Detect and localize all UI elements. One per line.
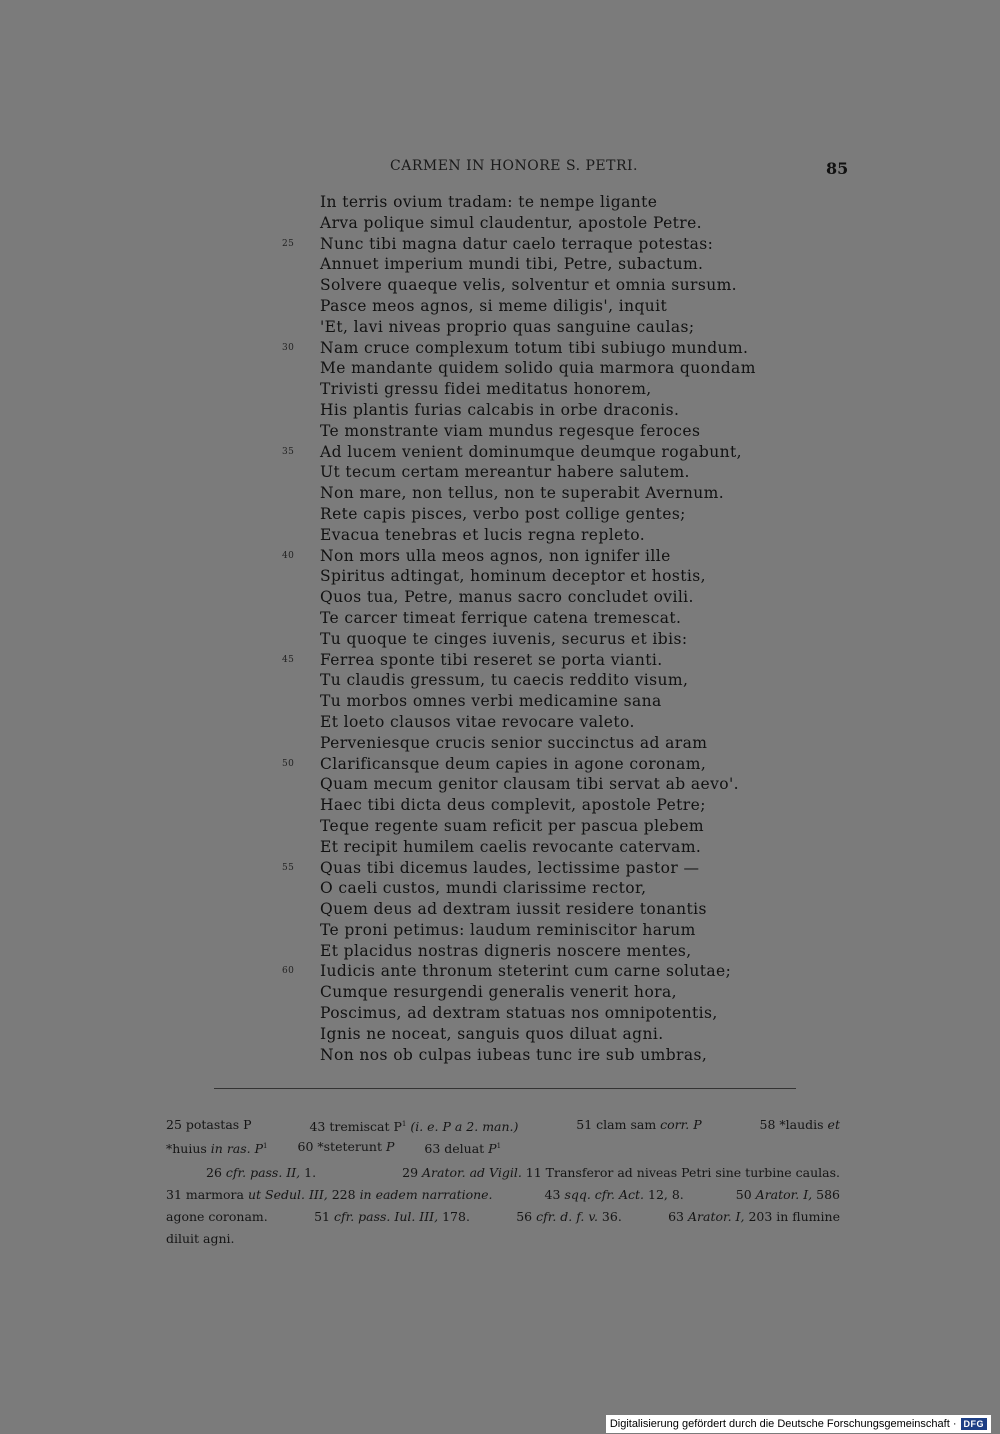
verse-text: Cumque resurgendi generalis venerit hora,	[320, 983, 677, 1002]
verse-line	[0, 774, 1000, 795]
crit-note: *huius in ras. $P^1$	[166, 1141, 268, 1157]
crit-note: 25 potastas P	[166, 1117, 252, 1132]
verse-text: Quas tibi dicemus laudes, lectissime pastor —	[320, 858, 700, 877]
verse-text: In terris ovium tradam: te nempe ligante	[320, 193, 658, 211]
verse-text: O caeli custos, mundi clarissime rector,	[320, 879, 647, 898]
verse-line	[0, 754, 1000, 775]
verse-text: Tu claudis gressum, tu caecis reddito visum,	[320, 671, 689, 690]
source-note: 51 cfr. pass. Iul. III, 178.	[314, 1209, 470, 1224]
verse-text: Trivisti gressu fidei meditatus honorem,	[320, 380, 652, 399]
verse-line	[0, 504, 1000, 525]
verse-line	[0, 400, 1000, 421]
verse-line	[0, 920, 1000, 941]
source-note: 31 marmora ut Sedul. III, 228 in eadem narratione.	[166, 1187, 493, 1202]
funding-banner	[606, 1415, 991, 1433]
verse-text: Ad lucem venient dominumque deumque rogabunt,	[320, 442, 742, 461]
verse-text: Solvere quaeque velis, solventur et omnia sursum.	[320, 276, 737, 295]
verse-text: Te carcer timeat ferrique catena tremescat.	[320, 608, 682, 627]
verse-line	[0, 858, 1000, 879]
verse-line	[0, 712, 1000, 733]
verse-text: Et loeto clausos vitae revocare valeto.	[320, 712, 635, 731]
verse-line	[0, 213, 1000, 234]
verse-text: Et recipit humilem caelis revocante catervam.	[320, 837, 702, 856]
verse-line	[0, 982, 1000, 1003]
crit-note: 51 clam sam corr. P	[576, 1117, 702, 1132]
verse-text: Clarificansque deum capies in agone coronam,	[320, 754, 707, 773]
verse-line	[0, 234, 1000, 255]
verse-text: Nam cruce complexum totum tibi subiugo mundum.	[320, 338, 749, 357]
verse-line	[0, 379, 1000, 400]
source-note: agone coronam.	[166, 1209, 268, 1224]
verse-text: Quem deus ad dextram iussit residere tonantis	[320, 900, 707, 919]
source-line	[166, 1163, 840, 1185]
verse-line	[0, 650, 1000, 671]
verse-text: Ignis ne noceat, sanguis quos diluat agni.	[320, 1024, 664, 1043]
verse-text: Spiritus adtingat, hominum deceptor et hostis,	[320, 567, 706, 586]
verse-text: Haec tibi dicta deus complevit, apostole Petre;	[320, 796, 706, 815]
verse-text: Nunc tibi magna datur caelo terraque potestas:	[320, 234, 714, 253]
verse-line	[0, 961, 1000, 982]
verse-line	[0, 483, 1000, 504]
verse-line	[0, 421, 1000, 442]
verse-line	[0, 1003, 1000, 1024]
verse-line	[0, 1045, 1000, 1066]
verse-text: Perveniesque crucis senior succinctus ad aram	[320, 733, 708, 752]
verse-line	[0, 275, 1000, 296]
crit-line	[166, 1137, 840, 1159]
verse-line	[0, 733, 1000, 754]
verse-text: His plantis furias calcabis in orbe draconis.	[320, 400, 680, 419]
dfg-logo: DFG	[961, 1418, 988, 1430]
verse-line	[0, 192, 1000, 213]
verse-text: Quam mecum genitor clausam tibi servat ab aevo'.	[320, 775, 739, 794]
line-number: 50	[282, 758, 295, 769]
line-number: 30	[282, 342, 295, 353]
source-line	[166, 1185, 840, 1207]
verse-text: Poscimus, ad dextram statuas nos omnipotentis,	[320, 1004, 718, 1023]
verse-line	[0, 442, 1000, 463]
verse-line	[0, 670, 1000, 691]
verse-line	[0, 1024, 1000, 1045]
source-note: 26 cfr. pass. II, 1.	[206, 1165, 317, 1180]
source-note: 50 Arator. I, 586	[735, 1187, 840, 1202]
verse-line	[0, 587, 1000, 608]
line-number: 60	[282, 966, 295, 977]
verse-text: Teque regente suam reficit per pascua plebem	[320, 816, 704, 835]
verse-text: Et placidus nostras digneris noscere mentes,	[320, 941, 692, 960]
verse-text: Annuet imperium mundi tibi, Petre, subactum.	[320, 255, 704, 274]
verse-line	[0, 338, 1000, 359]
verse-text: Iudicis ante thronum steterint cum carne solutae;	[320, 962, 732, 981]
verse-text: Quos tua, Petre, manus sacro concludet ovili.	[320, 588, 694, 607]
page-number: 85	[826, 159, 849, 178]
verse-line	[0, 566, 1000, 587]
poem-text	[0, 192, 1000, 1065]
verse-text: 'Et, lavi niveas proprio quas sanguine caulas;	[320, 317, 695, 336]
crit-note: 58 *laudis et	[759, 1117, 840, 1132]
verse-line	[0, 462, 1000, 483]
source-note: 29 Arator. ad Vigil. 11 Transferor ad niveas Petri sine turbine caulas.	[402, 1165, 840, 1180]
verse-line	[0, 878, 1000, 899]
verse-line	[0, 899, 1000, 920]
line-number: 40	[282, 550, 295, 561]
verse-line	[0, 691, 1000, 712]
verse-text: Ferrea sponte tibi reseret se porta vianti.	[320, 650, 663, 669]
line-number: 25	[282, 238, 295, 249]
line-number: 45	[282, 654, 295, 665]
verse-text: Non nos ob culpas iubeas tunc ire sub umbras,	[320, 1045, 708, 1064]
crit-line	[166, 1115, 840, 1137]
verse-text: Non mare, non tellus, non te superabit Avernum.	[320, 484, 725, 503]
source-note: 43 sqq. cfr. Act. 12, 8.	[544, 1187, 684, 1202]
verse-text: Te proni petimus: laudum reminiscitor harum	[320, 920, 696, 939]
source-apparatus	[166, 1163, 840, 1251]
verse-text: Me mandante quidem solido quia marmora quondam	[320, 359, 756, 378]
verse-text: Pasce meos agnos, si meme diligis', inquit	[320, 296, 668, 315]
verse-line	[0, 837, 1000, 858]
verse-line	[0, 358, 1000, 379]
verse-text: Rete capis pisces, verbo post collige gentes;	[320, 504, 686, 523]
source-note: diluit agni.	[166, 1231, 235, 1246]
verse-text: Te monstrante viam mundus regesque feroces	[320, 421, 701, 440]
verse-line	[0, 525, 1000, 546]
source-note: 56 cfr. d. f. v. 36.	[516, 1209, 622, 1224]
crit-note: 60 *steterunt P	[297, 1139, 395, 1154]
verse-line	[0, 941, 1000, 962]
verse-line	[0, 629, 1000, 650]
source-note: 63 Arator. I, 203 in flumine	[668, 1209, 840, 1224]
verse-line	[0, 296, 1000, 317]
verse-text: Tu morbos omnes verbi medicamine sana	[320, 692, 662, 711]
source-line	[166, 1207, 840, 1229]
footnote-rule	[214, 1088, 796, 1089]
verse-text: Evacua tenebras et lucis regna repleto.	[320, 525, 646, 544]
verse-line	[0, 317, 1000, 338]
verse-text: Ut tecum certam mereantur habere salutem.	[320, 463, 690, 482]
line-number: 55	[282, 862, 295, 873]
verse-line	[0, 795, 1000, 816]
critical-apparatus	[166, 1115, 840, 1159]
funding-text: Digitalisierung gefördert durch die Deutsche Forschungsgemeinschaft ·	[609, 1418, 957, 1430]
verse-line	[0, 254, 1000, 275]
verse-line	[0, 546, 1000, 567]
running-head: CARMEN IN HONORE S. PETRI.	[390, 158, 638, 174]
crit-note: 43 tremiscat $P^1$ (i. e. P a 2. man.)	[309, 1119, 519, 1135]
verse-text: Arva polique simul claudentur, apostole Petre.	[320, 213, 702, 232]
line-number: 35	[282, 446, 295, 457]
crit-note: 63 deluat $P^1$	[424, 1141, 502, 1157]
verse-text: Non mors ulla meos agnos, non ignifer ille	[320, 546, 671, 565]
verse-text: Tu quoque te cinges iuvenis, securus et ibis:	[320, 629, 688, 648]
verse-line	[0, 608, 1000, 629]
source-line	[166, 1229, 840, 1251]
verse-line	[0, 816, 1000, 837]
page-header	[0, 156, 1000, 178]
